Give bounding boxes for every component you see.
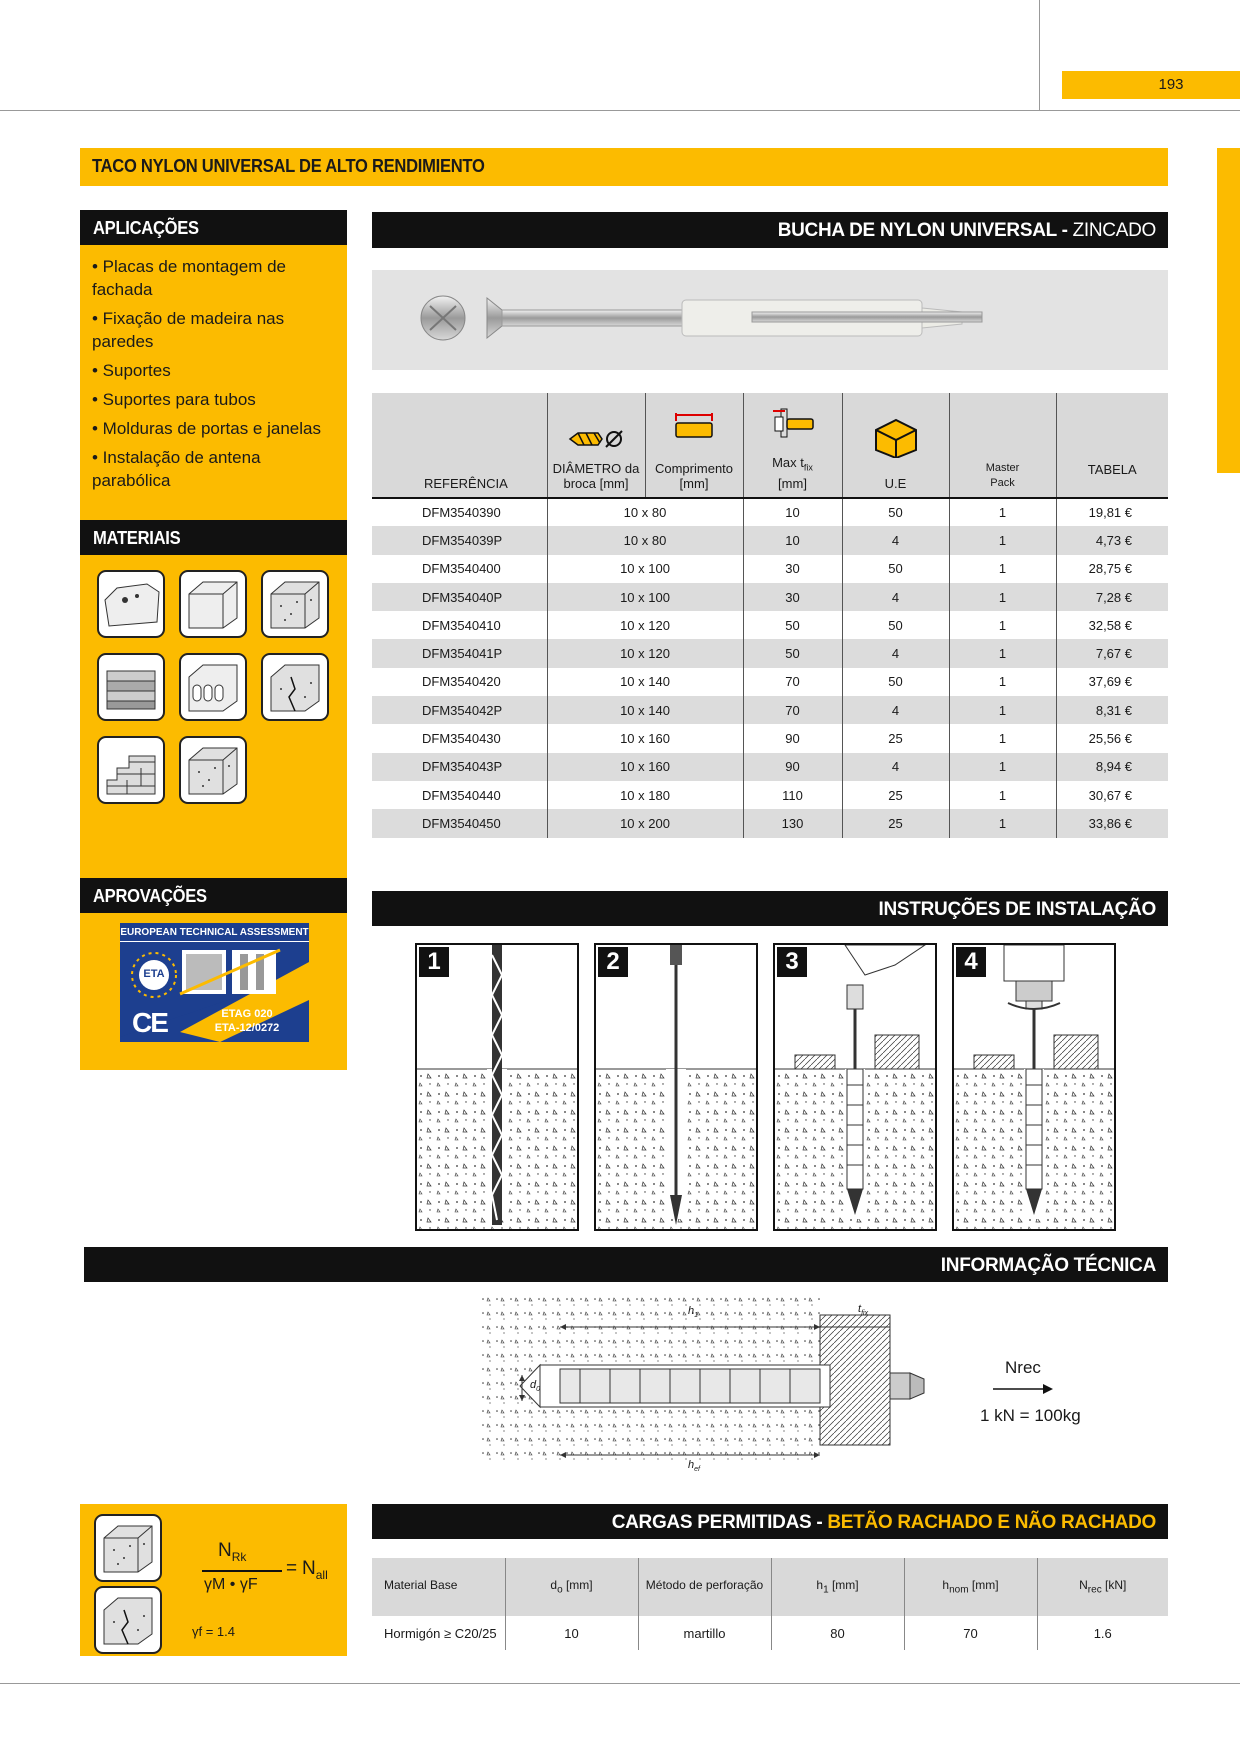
loads-col-2: Método de perforação [638, 1558, 771, 1616]
technical-header [84, 1247, 1168, 1282]
application-item: • Placas de montagem de fachada [92, 257, 287, 299]
formula-fraction-line [202, 1570, 282, 1572]
conversion-note: 1 kN = 100kg [980, 1406, 1081, 1425]
loads-cell-3: 80 [771, 1616, 904, 1650]
formula-denominator: γM • γF [204, 1576, 258, 1593]
eta-number: ETA-12/0272 [214, 1022, 280, 1034]
cell-reference: DFM354043P [372, 753, 547, 781]
col-price: TABELA [1087, 462, 1137, 477]
cell-price: 4,73 € [1056, 526, 1168, 554]
cell-max-tfix: 110 [743, 781, 842, 809]
cell-reference: DFM3540390 [372, 498, 547, 526]
porous-concrete-icon [179, 736, 247, 809]
cell-max-tfix: 30 [743, 583, 842, 611]
application-item: • Suportes [92, 361, 171, 380]
applications-list [92, 255, 342, 498]
table-row [372, 583, 1168, 611]
table-row [372, 668, 1168, 696]
cell-reference: DFM3540450 [372, 809, 547, 837]
layered-stone-icon [97, 653, 165, 726]
bottom-divider [0, 1683, 1240, 1684]
formula-material-tiles [94, 1514, 164, 1654]
formula [190, 1540, 340, 1620]
cell-max-tfix: 70 [743, 696, 842, 724]
table-row [372, 696, 1168, 724]
length-icon [672, 413, 716, 445]
cell-size: 10 x 160 [547, 724, 743, 752]
cell-max-tfix: 70 [743, 668, 842, 696]
product-photo [372, 270, 1168, 370]
uncracked-concrete-icon [94, 1514, 162, 1587]
table-row [372, 724, 1168, 752]
page-number: 193 [1158, 76, 1184, 93]
arrow-right-icon [993, 1382, 1053, 1396]
cell-reference: DFM3540400 [372, 555, 547, 583]
cell-reference: DFM354042P [372, 696, 547, 724]
page-number-tab [1062, 71, 1240, 99]
formula-result: $N_{all}$ [302, 1558, 328, 1582]
eta-badge [120, 923, 309, 1042]
cell-price: 8,94 € [1056, 753, 1168, 781]
table-row [372, 498, 1168, 526]
cell-price: 28,75 € [1088, 561, 1132, 577]
cell-price: 37,69 € [1088, 674, 1132, 690]
installation-step-4 [952, 943, 1116, 1231]
cell-size: 10 x 140 [547, 696, 743, 724]
cell-ue: 4 [842, 696, 949, 724]
application-item: • Molduras de portas e janelas [92, 419, 321, 438]
gamma-f-note: γf = 1.4 [192, 1624, 235, 1639]
top-divider [0, 110, 1240, 111]
step-number: 1 [419, 947, 449, 977]
loads-cell-2: martillo [638, 1616, 771, 1650]
cell-ue: 50 [842, 498, 949, 526]
applications-title: APLICAÇÕES [93, 218, 199, 238]
cell-price: 7,28 € [1056, 583, 1168, 611]
materials-grid [97, 570, 337, 810]
label-h1: $h_1$ [688, 1305, 699, 1320]
table-row [372, 611, 1168, 639]
col-length: Comprimento [mm] [645, 393, 743, 498]
cell-max-tfix: 30 [743, 555, 842, 583]
approvals-header [80, 878, 347, 913]
application-item: • Fixação de madeira nas paredes [92, 309, 285, 351]
cell-master-pack: 1 [949, 526, 1056, 554]
cell-price: 33,86 € [1056, 809, 1168, 837]
cell-size: 10 x 80 [547, 498, 743, 526]
loads-cell-0: Hormigón ≥ C20/25 [372, 1616, 505, 1650]
cell-master-pack: 1 [949, 668, 1056, 696]
materials-header [80, 520, 347, 555]
cell-price: 30,67 € [1088, 787, 1132, 803]
cracked-concrete-icon [261, 653, 329, 726]
loads-col-1: $d_o$ [mm] [505, 1558, 638, 1616]
cell-ue: 25 [842, 724, 949, 752]
product-title: BUCHA DE NYLON UNIVERSAL - ZINCADO [777, 220, 1156, 241]
cracked-concrete-icon [94, 1586, 162, 1659]
application-item: • Suportes para tubos [92, 390, 256, 409]
anchor-cross-section-icon [480, 1295, 960, 1495]
applications-header [80, 210, 347, 245]
cell-master-pack: 1 [949, 611, 1056, 639]
top-vertical-divider [1039, 0, 1040, 110]
loads-col-5: $N_{rec}$ [kN] [1037, 1558, 1168, 1616]
cell-price: 8,31 € [1056, 696, 1168, 724]
solid-block-icon [179, 570, 247, 643]
technical-title: INFORMAÇÃO TÉCNICA [940, 1255, 1156, 1276]
cell-max-tfix: 50 [743, 639, 842, 667]
cell-ue: 25 [842, 809, 949, 837]
step-number: 4 [956, 947, 986, 977]
table-row [372, 781, 1168, 809]
label-d0: $d_0$ [530, 1379, 541, 1394]
formula-equals: = [286, 1558, 298, 1579]
materials-title: MATERIAIS [93, 528, 181, 548]
solid-brick-icon [97, 736, 165, 809]
cell-ue: 50 [842, 668, 949, 696]
loads-col-3: $h_1$ [mm] [771, 1558, 904, 1616]
label-tfix: $t_{fix}$ [858, 1303, 869, 1318]
cell-master-pack: 1 [949, 696, 1056, 724]
main-title-bar [80, 148, 1168, 186]
col-diameter: DIÂMETRO da broca [mm] [547, 393, 645, 498]
concrete-icon [261, 570, 329, 643]
anchor-product-icon [372, 270, 1168, 370]
approvals-title: APROVAÇÕES [93, 886, 207, 906]
cell-master-pack: 1 [949, 724, 1056, 752]
cell-price: 32,58 € [1088, 617, 1132, 633]
table-row [372, 809, 1168, 837]
technical-diagram [480, 1295, 960, 1495]
installation-step-2 [594, 943, 758, 1231]
cell-reference: DFM3540430 [372, 724, 547, 752]
cell-size: 10 x 200 [547, 809, 743, 837]
product-table-wrap [372, 393, 1168, 839]
loads-header [372, 1504, 1168, 1539]
loads-col-4: $h_{nom}$ [mm] [904, 1558, 1037, 1616]
natural-stone-icon [97, 570, 165, 643]
nrec-label: Nrec [1005, 1358, 1041, 1377]
table-row [372, 753, 1168, 781]
cell-reference: DFM354039P [372, 526, 547, 554]
table-row [372, 555, 1168, 583]
loads-col-0: Material Base [372, 1558, 505, 1616]
step-number: 2 [598, 947, 628, 977]
main-title: TACO NYLON UNIVERSAL DE ALTO RENDIMIENTO [92, 156, 485, 176]
product-header [372, 212, 1168, 248]
box-icon [874, 418, 918, 458]
cell-master-pack: 1 [949, 498, 1056, 526]
installation-header [372, 891, 1168, 926]
loads-title: CARGAS PERMITIDAS - BETÃO RACHADO E NÃO RACHADO [611, 1512, 1156, 1533]
table-row [372, 639, 1168, 667]
cell-reference: DFM354041P [372, 639, 547, 667]
col-master-pack: Master Pack [949, 393, 1056, 498]
drill-bit-icon [568, 425, 624, 453]
cell-reference: DFM3540420 [372, 668, 547, 696]
cell-ue: 4 [842, 753, 949, 781]
cell-ue: 4 [842, 583, 949, 611]
cell-price: 7,67 € [1056, 639, 1168, 667]
product-table [372, 393, 1168, 838]
cell-master-pack: 1 [949, 809, 1056, 837]
cell-master-pack: 1 [949, 555, 1056, 583]
fixture-thickness-icon [771, 407, 815, 439]
cell-ue: 50 [842, 611, 949, 639]
cell-master-pack: 1 [949, 583, 1056, 611]
formula-numerator: $N_{Rk}$ [218, 1540, 247, 1564]
cell-size: 10 x 80 [547, 526, 743, 554]
col-ue: U.E [842, 393, 949, 498]
cell-reference: DFM354040P [372, 583, 547, 611]
step-number: 3 [777, 947, 807, 977]
cell-reference: DFM3540440 [372, 781, 547, 809]
loads-cell-1: 10 [505, 1616, 638, 1650]
side-thumb-tab [1217, 148, 1240, 473]
cell-size: 10 x 100 [547, 583, 743, 611]
application-item: • Instalação de antena parabólica [92, 448, 261, 490]
installation-step-3 [773, 943, 937, 1231]
loads-cell-4: 70 [904, 1616, 1037, 1650]
col-max-tfix: Max $t_{fix}$ [mm] [743, 393, 842, 498]
cell-size: 10 x 140 [547, 668, 743, 696]
col-reference: REFERÊNCIA [372, 393, 547, 498]
cell-size: 10 x 120 [547, 611, 743, 639]
cell-max-tfix: 130 [743, 809, 842, 837]
installation-step-1 [415, 943, 579, 1231]
cell-ue: 50 [842, 555, 949, 583]
cell-max-tfix: 90 [743, 724, 842, 752]
cell-size: 10 x 160 [547, 753, 743, 781]
cell-master-pack: 1 [949, 753, 1056, 781]
loads-cell-5: 1.6 [1093, 1625, 1112, 1641]
cell-ue: 4 [842, 526, 949, 554]
cell-ue: 4 [842, 639, 949, 667]
cell-size: 10 x 120 [547, 639, 743, 667]
cell-reference: DFM3540410 [372, 611, 547, 639]
etag-number: ETAG 020 [221, 1008, 273, 1020]
cell-ue: 25 [842, 781, 949, 809]
cell-max-tfix: 50 [743, 611, 842, 639]
eta-logo-text: ETA [143, 968, 165, 980]
label-hef: $h_{ef}$ [688, 1459, 700, 1474]
loads-table [372, 1558, 1168, 1650]
cell-max-tfix: 90 [743, 753, 842, 781]
hollow-brick-icon [179, 653, 247, 726]
ce-mark: CE [132, 1007, 167, 1038]
cell-master-pack: 1 [949, 781, 1056, 809]
cell-price: 25,56 € [1088, 731, 1132, 747]
eta-header: EUROPEAN TECHNICAL ASSESSMENT [120, 923, 309, 942]
cell-max-tfix: 10 [743, 526, 842, 554]
table-row [372, 526, 1168, 554]
cell-master-pack: 1 [949, 639, 1056, 667]
cell-size: 10 x 180 [547, 781, 743, 809]
installation-title: INSTRUÇÕES DE INSTALAÇÃO [878, 899, 1156, 920]
cell-price: 19,81 € [1088, 505, 1132, 521]
cell-max-tfix: 10 [743, 498, 842, 526]
installation-steps [415, 943, 1119, 1231]
cell-size: 10 x 100 [547, 555, 743, 583]
